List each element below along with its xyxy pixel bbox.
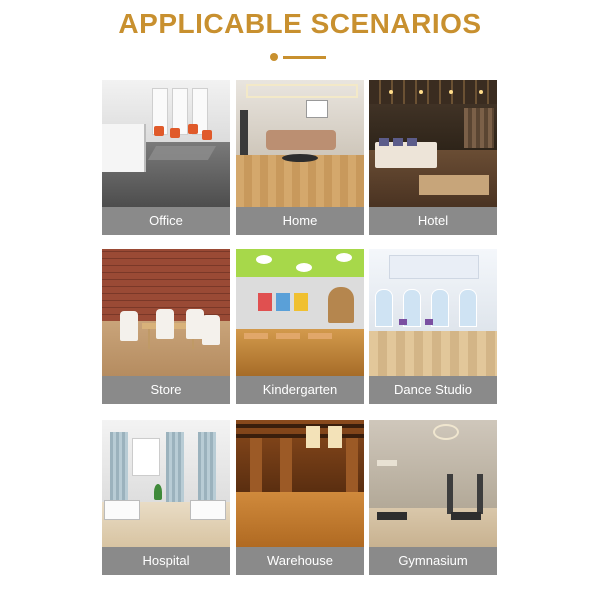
scenario-card-hospital[interactable]: [102, 420, 230, 575]
office-photo: [102, 80, 230, 207]
store-photo: [102, 249, 230, 376]
hotel-photo: [369, 80, 497, 207]
dance-studio-photo: [369, 249, 497, 376]
home-photo: [236, 80, 364, 207]
scenario-label: Kindergarten: [236, 376, 364, 404]
scenario-card-office[interactable]: [102, 80, 230, 235]
scenario-label: Gymnasium: [369, 547, 497, 575]
scenario-card-kindergarten[interactable]: [236, 249, 364, 404]
scenario-label: Home: [236, 207, 364, 235]
warehouse-photo: [236, 420, 364, 547]
scenario-card-store[interactable]: [102, 249, 230, 404]
scenario-label: Hospital: [102, 547, 230, 575]
scenario-label: Dance Studio: [369, 376, 497, 404]
scenario-card-warehouse[interactable]: [236, 420, 364, 575]
hospital-photo: [102, 420, 230, 547]
scenario-label: Store: [102, 376, 230, 404]
scenario-label: Office: [102, 207, 230, 235]
page-title: APPLICABLE SCENARIOS: [118, 8, 482, 39]
scenario-card-gymnasium[interactable]: [369, 420, 497, 575]
scenario-card-dance-studio[interactable]: [369, 249, 497, 404]
gymnasium-photo: [369, 420, 497, 547]
kindergarten-photo: [236, 249, 364, 376]
scenario-label: Hotel: [369, 207, 497, 235]
scenario-label: Warehouse: [236, 547, 364, 575]
scenario-card-home[interactable]: [236, 80, 364, 235]
scenario-card-hotel[interactable]: [369, 80, 497, 235]
